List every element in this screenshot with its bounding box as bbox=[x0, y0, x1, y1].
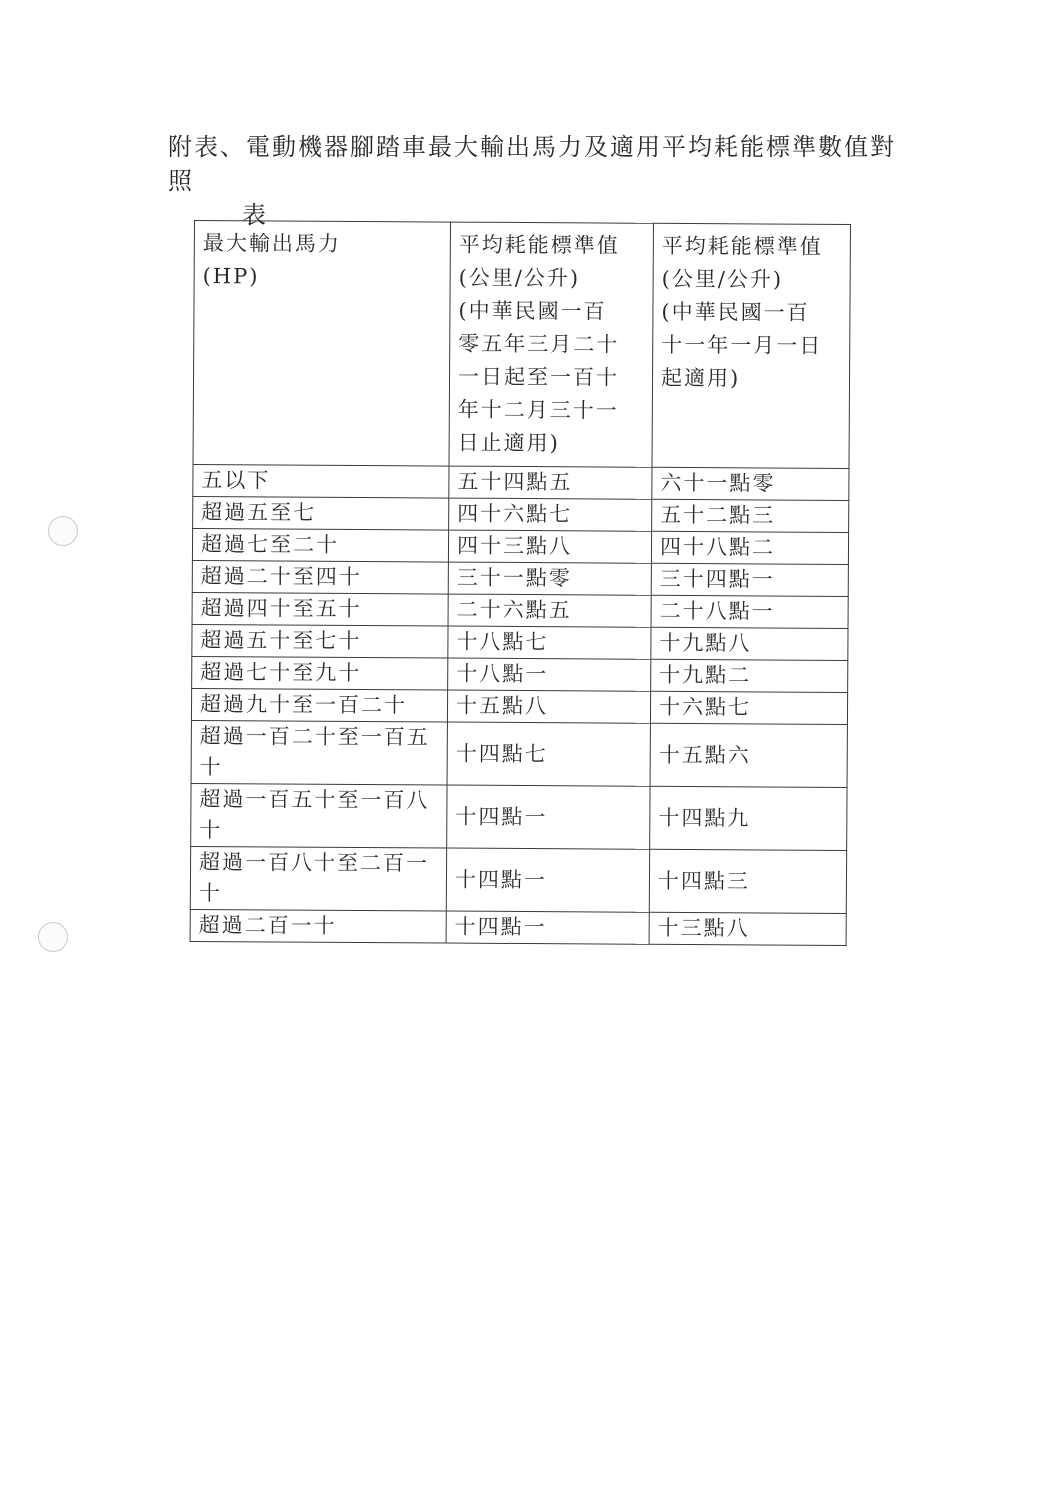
standard-value-cell: 十五點六 bbox=[650, 723, 847, 787]
standard-value-cell: 二十八點一 bbox=[651, 595, 848, 628]
table-row bbox=[190, 846, 846, 913]
standard-value-cell: 十四點一 bbox=[447, 785, 650, 849]
standard-value-cell: 十六點七 bbox=[650, 691, 847, 724]
page-title-line-2: 表 bbox=[242, 201, 268, 229]
standard-value-cell: 四十三點八 bbox=[448, 530, 651, 563]
table-row bbox=[192, 528, 848, 564]
standard-value-cell: 十四點一 bbox=[446, 848, 649, 912]
standard-value-cell: 四十六點七 bbox=[449, 498, 652, 531]
header-standard-2016-2021: 平均耗能標準值 (公里/公升) (中華民國一百 零五年三月二十 一日起至一百十 年十二月三十一 日止適用) bbox=[449, 222, 653, 467]
standard-value-cell: 十三點八 bbox=[649, 912, 846, 945]
horsepower-range-cell: 超過四十至五十 bbox=[192, 592, 448, 626]
table-row bbox=[193, 464, 849, 500]
horsepower-range-cell: 超過二十至四十 bbox=[192, 560, 448, 594]
horsepower-range-cell: 超過七十至九十 bbox=[192, 656, 448, 690]
standard-value-cell: 二十六點五 bbox=[448, 594, 651, 627]
horsepower-range-cell: 超過七至二十 bbox=[192, 528, 448, 562]
fuel-economy-standard-table bbox=[190, 220, 851, 946]
standard-value-cell: 十四點一 bbox=[446, 911, 649, 944]
standard-value-cell: 十四點七 bbox=[447, 722, 650, 786]
standard-value-cell: 四十八點二 bbox=[651, 531, 848, 564]
table-row bbox=[191, 688, 847, 724]
standard-value-cell: 五十四點五 bbox=[449, 466, 652, 499]
table-row bbox=[191, 783, 847, 850]
horsepower-range-cell: 超過九十至一百二十 bbox=[191, 688, 447, 722]
standard-value-cell: 三十一點零 bbox=[448, 562, 651, 595]
comparison-table-container bbox=[190, 220, 851, 946]
horsepower-range-cell: 超過五十至七十 bbox=[192, 624, 448, 658]
horsepower-range-cell: 超過一百五十至一百八十 bbox=[191, 783, 447, 848]
punch-hole-lower bbox=[38, 922, 68, 952]
standard-value-cell: 五十二點三 bbox=[652, 499, 849, 532]
horsepower-range-cell: 超過五至七 bbox=[193, 496, 449, 530]
standard-value-cell: 三十四點一 bbox=[651, 563, 848, 596]
table-row bbox=[192, 560, 848, 596]
page-title-line-1: 附表、電動機器腳踏車最大輸出馬力及適用平均耗能標準數值對照 bbox=[168, 133, 896, 195]
horsepower-range-cell: 五以下 bbox=[193, 464, 449, 498]
horsepower-range-cell: 超過一百二十至一百五十 bbox=[191, 720, 447, 785]
table-row bbox=[192, 656, 848, 692]
horsepower-range-cell: 超過一百八十至二百一十 bbox=[190, 846, 446, 911]
header-max-horsepower: 最大輸出馬力 (HP) bbox=[193, 221, 450, 467]
horsepower-range-cell: 超過二百一十 bbox=[190, 909, 446, 943]
table-row bbox=[192, 592, 848, 628]
table-row bbox=[190, 909, 846, 945]
standard-value-cell: 十八點七 bbox=[448, 626, 651, 659]
page-title bbox=[168, 130, 908, 232]
standard-value-cell: 十九點二 bbox=[651, 659, 848, 692]
table-header-row bbox=[193, 221, 850, 469]
header-standard-from-2022: 平均耗能標準值 (公里/公升) (中華民國一百 十一年一月一日 起適用) bbox=[652, 223, 850, 468]
standard-value-cell: 十八點一 bbox=[448, 658, 651, 691]
standard-value-cell: 十九點八 bbox=[651, 627, 848, 660]
table-row bbox=[193, 496, 849, 532]
standard-value-cell: 十五點八 bbox=[447, 690, 650, 723]
table-row bbox=[192, 624, 848, 660]
standard-value-cell: 十四點三 bbox=[649, 849, 846, 913]
standard-value-cell: 十四點九 bbox=[650, 786, 847, 850]
table-row bbox=[191, 720, 847, 787]
punch-hole-upper bbox=[48, 516, 78, 546]
standard-value-cell: 六十一點零 bbox=[652, 467, 849, 500]
